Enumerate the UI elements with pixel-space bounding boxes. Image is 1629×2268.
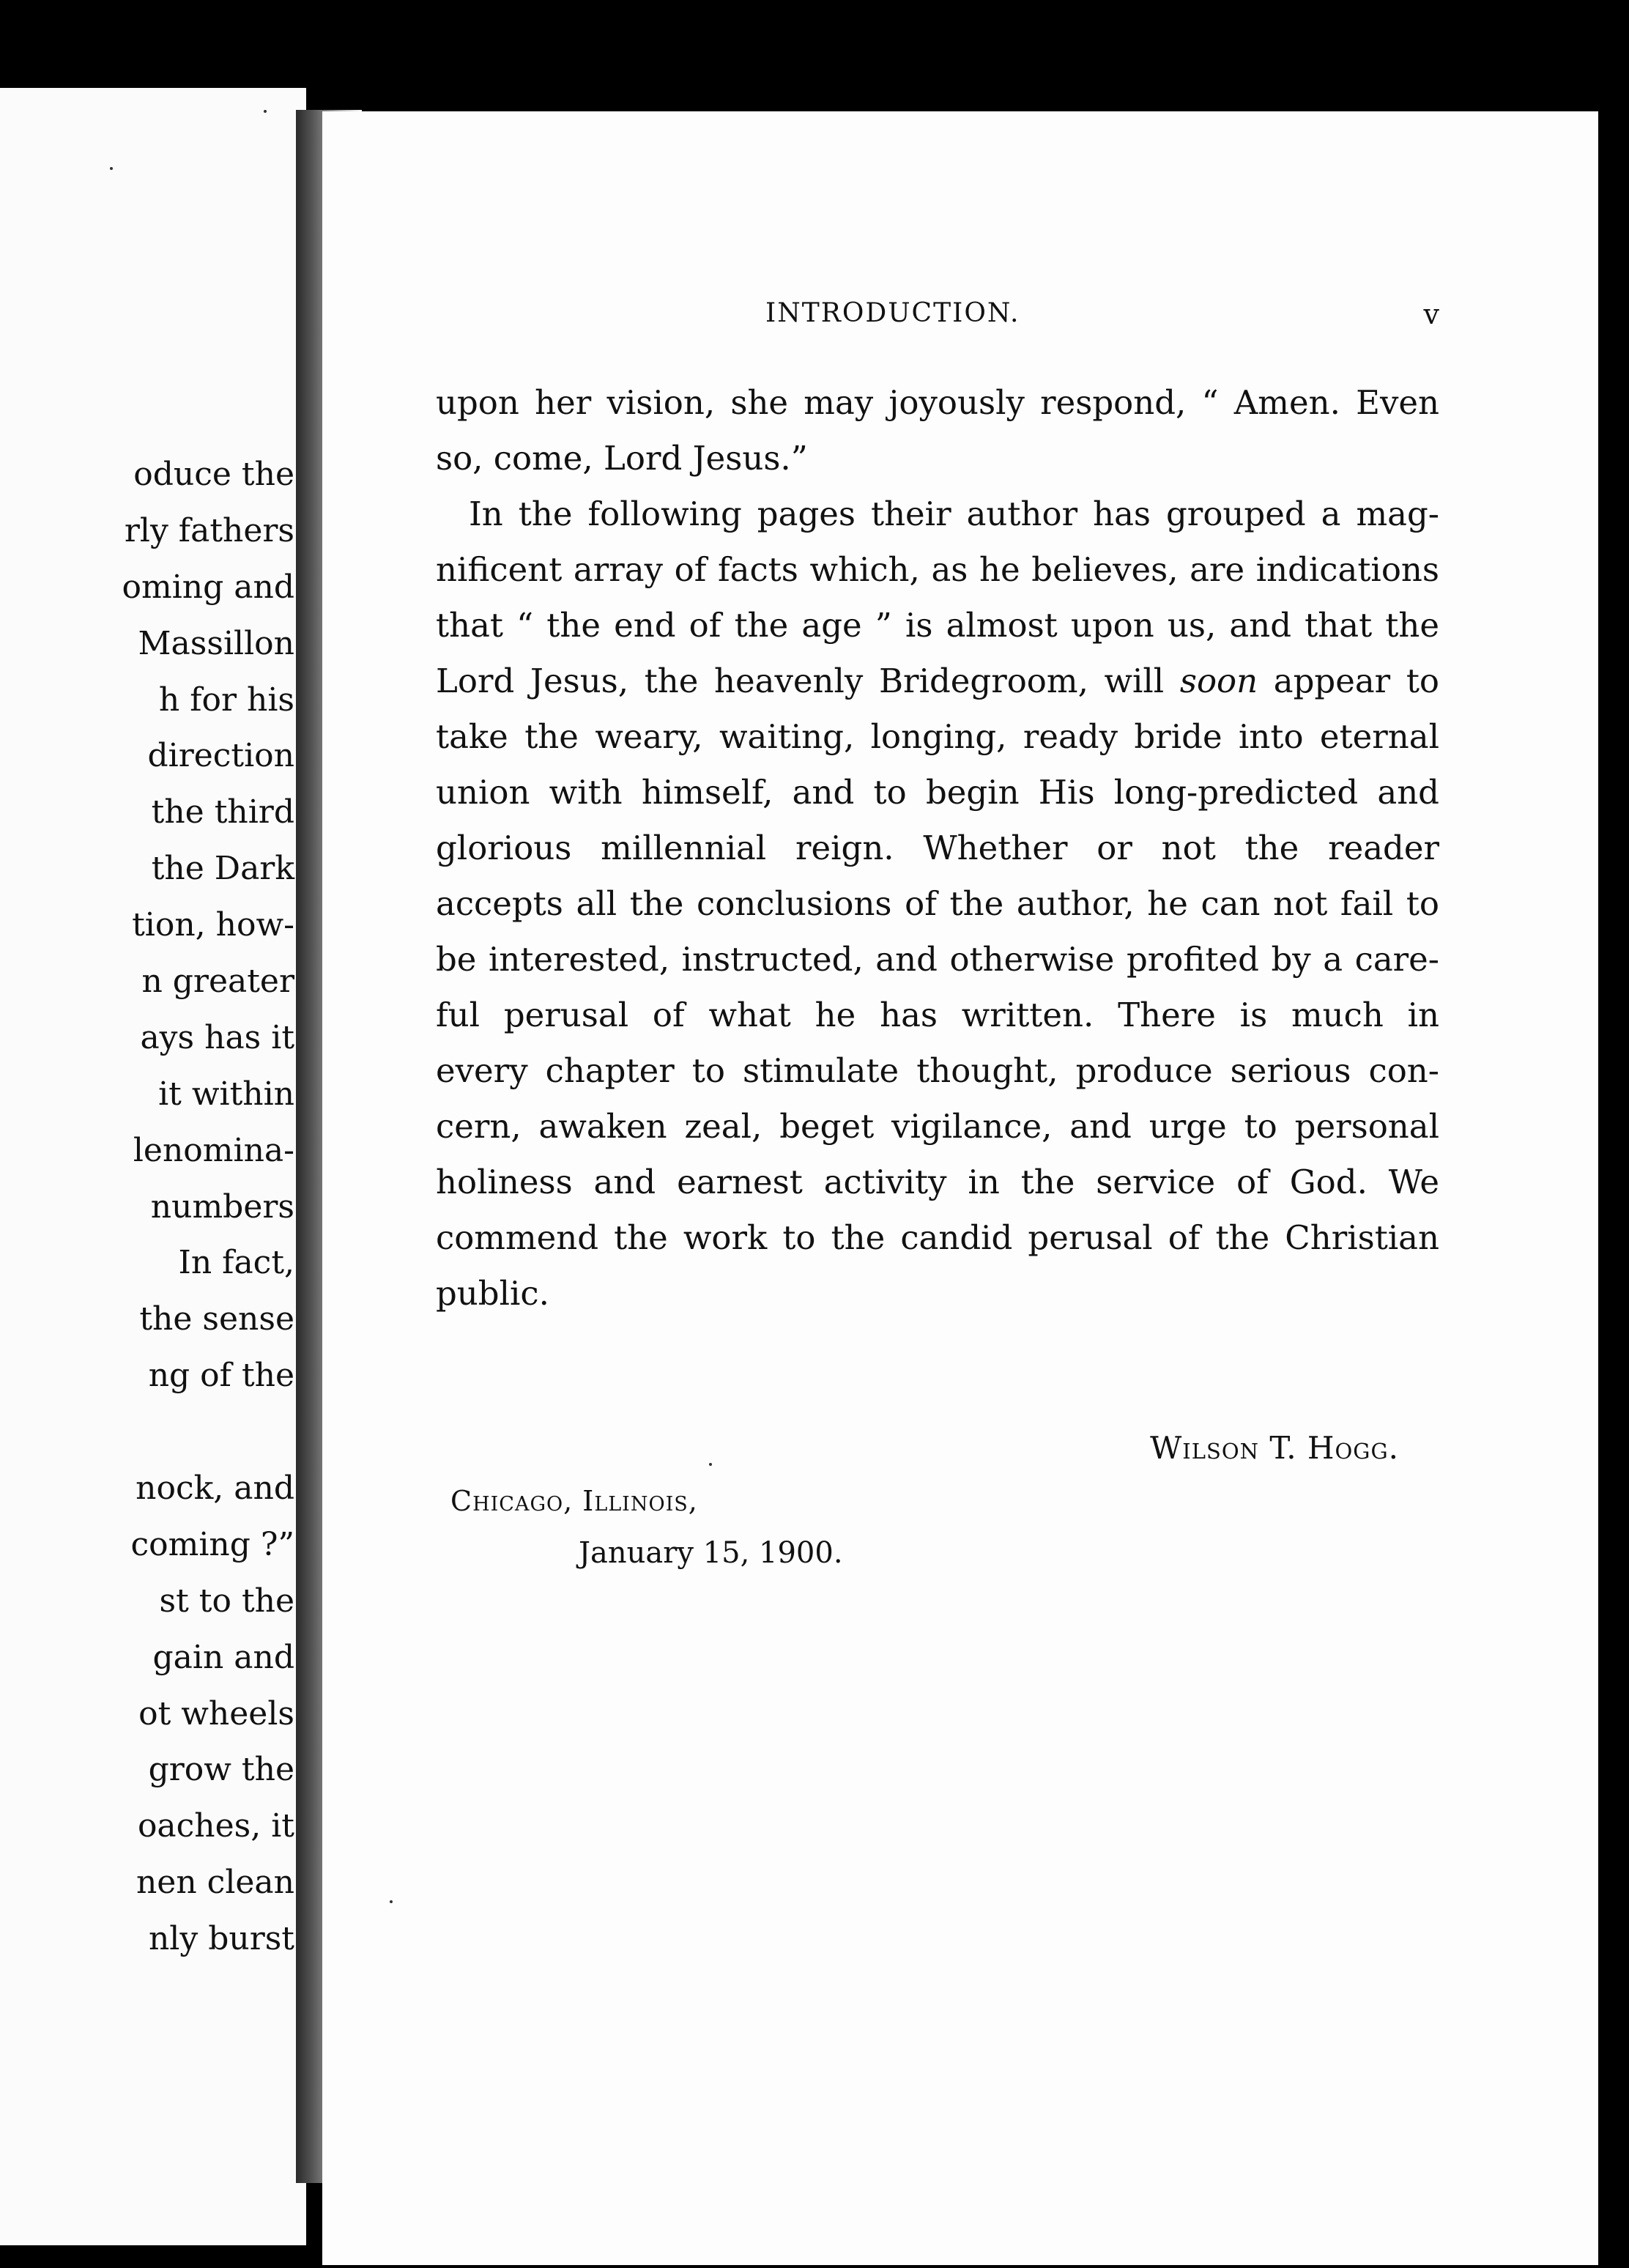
text-line: be interested, instructed, and otherwise profited by a care- (436, 940, 1439, 979)
left-line: Massillon (138, 624, 294, 662)
left-line: the sense (139, 1300, 294, 1338)
text-line: commend the work to the candid perusal of the Christian (436, 1218, 1439, 1257)
page-number: v (1423, 298, 1439, 330)
dust-speck (264, 110, 267, 113)
text-line: nificent array of facts which, as he believes, are indications (436, 550, 1439, 589)
left-line: coming ?” (130, 1525, 294, 1563)
running-head: INTRODUCTION. (765, 298, 1020, 328)
left-line: the third (151, 793, 294, 831)
body-text (436, 375, 1439, 1322)
left-line: h for his (158, 681, 294, 719)
dateline-date: January 15, 1900. (579, 1536, 843, 1570)
left-line: oming and (122, 568, 294, 606)
text-line: upon her vision, she may joyously respond, “ Amen. Even (436, 383, 1439, 422)
left-line: gain and (152, 1638, 294, 1676)
text-line: so, come, Lord Jesus.” (436, 439, 808, 478)
left-line: n greater (141, 963, 294, 1001)
left-line: In fact, (178, 1244, 294, 1282)
left-line: st to the (159, 1582, 294, 1620)
left-line: it within (158, 1075, 294, 1113)
text-line: In the following pages their author has grouped a mag- (469, 494, 1439, 533)
left-line: lenomina- (133, 1131, 294, 1169)
text-line: glorious millennial reign. Whether or not the reader (436, 829, 1439, 867)
text-line: union with himself, and to begin His long-predicted and (436, 773, 1439, 812)
left-line: tion, how- (132, 906, 294, 944)
text-line: Lord Jesus, the heavenly Bridegroom, will soon appear to (436, 662, 1439, 700)
left-line: numbers (150, 1187, 294, 1226)
left-line: ot wheels (138, 1694, 294, 1732)
left-line: the Dark (151, 850, 294, 888)
left-line: ays has it (140, 1018, 294, 1056)
dateline-place: Chicago, Illinois, (450, 1485, 698, 1517)
left-line: grow the (148, 1751, 294, 1789)
text-line: ful perusal of what he has written. There is much in (436, 996, 1439, 1034)
left-line: direction (147, 737, 294, 775)
left-line: oaches, it (137, 1807, 294, 1845)
right-page (322, 111, 1598, 2265)
left-line: oduce the (133, 456, 294, 493)
left-line: nly burst (148, 1920, 294, 1958)
dust-speck (390, 1900, 393, 1903)
text-line: that “ the end of the age ” is almost upon us, and that the (436, 606, 1439, 645)
left-line-gap (122, 1404, 294, 1461)
text-line: holiness and earnest activity in the service of God. We (436, 1163, 1439, 1201)
text-line: public. (436, 1274, 549, 1313)
emphasis: soon (1179, 662, 1258, 700)
text-line: cern, awaken zeal, beget vigilance, and urge to personal (436, 1107, 1439, 1146)
left-line: rly fathers (124, 511, 294, 549)
left-line: ng of the (148, 1357, 294, 1395)
text-line: accepts all the conclusions of the author, he can not fail to (436, 884, 1439, 923)
dust-speck (110, 167, 113, 170)
left-line: nen clean (136, 1864, 294, 1902)
left-page-text (122, 447, 294, 1968)
dust-speck (709, 1463, 712, 1466)
text-line: take the weary, waiting, longing, ready bride into eternal (436, 717, 1439, 756)
left-page (0, 88, 306, 2245)
left-line: nock, and (136, 1470, 294, 1508)
author-signature: Wilson T. Hogg. (1150, 1430, 1399, 1466)
text-line: every chapter to stimulate thought, produce serious con- (436, 1051, 1439, 1090)
